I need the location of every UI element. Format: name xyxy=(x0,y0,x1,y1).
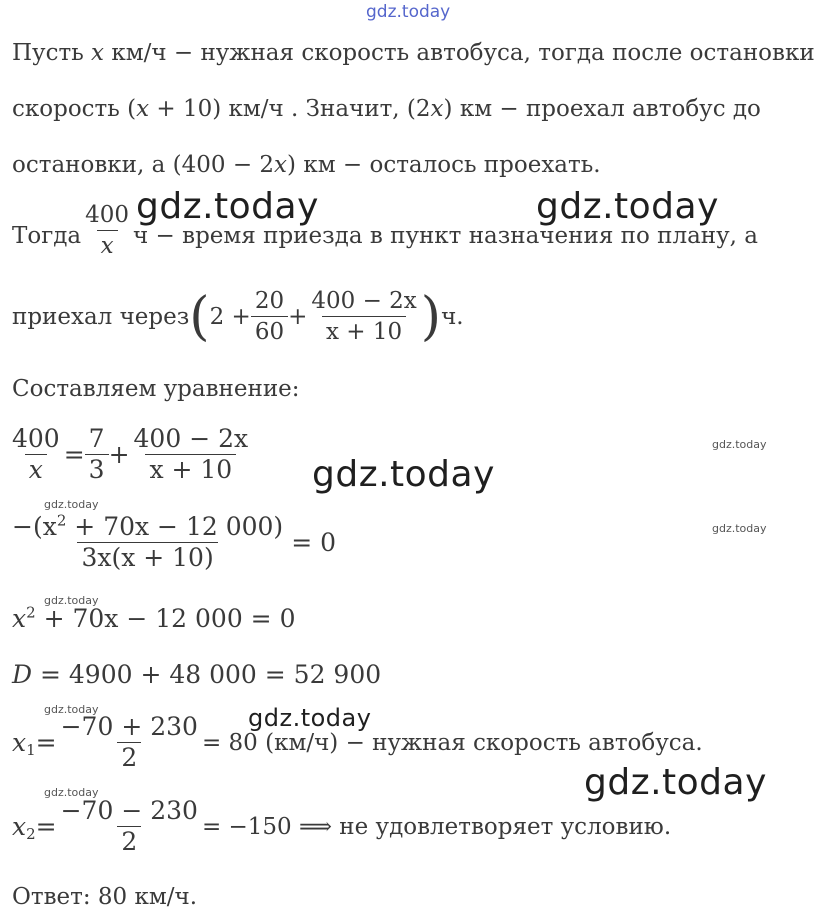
equals-sign: = xyxy=(35,727,57,757)
fraction-numerator: 7 xyxy=(88,424,105,453)
watermark-top: gdz.today xyxy=(366,2,451,22)
fraction-denominator: 2 xyxy=(117,826,141,857)
fraction-denominator: 3 xyxy=(85,454,109,485)
text-segment: ) км − проехал автобус до xyxy=(443,96,761,122)
plus-sign: + xyxy=(288,303,308,330)
fraction-remaining-time xyxy=(307,286,420,347)
text-segment: ч − время приезда в пункт назначения по плану, а xyxy=(133,222,758,249)
text-segment: остановки, а (400 − 2 xyxy=(12,152,275,178)
fraction-root-2 xyxy=(57,796,202,857)
equals-sign: = xyxy=(35,811,57,841)
watermark-large: gdz.today xyxy=(136,186,319,227)
text-line-3 xyxy=(12,150,601,180)
subscript: 1 xyxy=(26,740,36,759)
text-segment: Пусть xyxy=(12,40,92,66)
equals-sign: = xyxy=(63,439,85,469)
text-segment: Тогда xyxy=(12,222,82,249)
text-segment: + 70x − 12 000) xyxy=(66,512,284,541)
variable-x: x xyxy=(12,727,27,757)
variable-d: D xyxy=(12,660,33,689)
equation-discriminant xyxy=(12,660,381,690)
text-segment: = −150 ⟹ не удовлетворяет условию. xyxy=(201,813,672,840)
fraction-quadratic xyxy=(8,512,287,573)
fraction-20-over-60 xyxy=(251,286,288,347)
equation-3 xyxy=(12,604,295,634)
text-segment: + 70x − 12 000 = 0 xyxy=(35,604,296,633)
watermark-small: gdz.today xyxy=(712,438,767,451)
fraction-numerator: −70 − 230 xyxy=(60,796,198,825)
watermark-small: gdz.today xyxy=(44,703,99,716)
variable-x: x xyxy=(430,96,444,122)
fraction-400-over-x xyxy=(8,424,64,485)
variable-x: x xyxy=(136,96,150,122)
text-segment: = 4900 + 48 000 = 52 900 xyxy=(32,660,382,689)
watermark-small: gdz.today xyxy=(44,594,99,607)
equation-2 xyxy=(8,512,336,573)
watermark-small: gdz.today xyxy=(44,786,99,799)
variable-x: x xyxy=(12,811,27,841)
fraction-numerator: −70 + 230 xyxy=(60,712,198,741)
fraction-denominator: 3x(x + 10) xyxy=(77,542,217,573)
text-line-1 xyxy=(12,38,815,68)
text-segment: приехал через xyxy=(12,303,190,330)
fraction-denominator: x xyxy=(97,230,118,261)
right-paren: ) xyxy=(420,286,442,347)
fraction-numerator: 20 xyxy=(254,288,285,314)
fraction-numerator xyxy=(8,512,287,542)
variable-x: x xyxy=(12,604,27,633)
fraction-root-1 xyxy=(57,712,202,773)
fraction-denominator: 2 xyxy=(117,742,141,773)
watermark-large: gdz.today xyxy=(584,762,767,803)
text-segment: скорость ( xyxy=(12,96,137,122)
watermark-medium: gdz.today xyxy=(248,704,372,732)
fraction-remaining-time xyxy=(130,424,253,485)
fraction-numerator: 400 − 2x xyxy=(133,424,249,453)
exponent: 2 xyxy=(56,511,67,530)
fraction-denominator: x + 10 xyxy=(145,454,236,485)
fraction-denominator: x xyxy=(25,454,47,485)
plus-sign: + xyxy=(108,439,130,469)
exponent: 2 xyxy=(26,603,36,622)
fraction-numerator: 400 − 2x xyxy=(311,288,417,314)
watermark-large: gdz.today xyxy=(312,454,495,495)
left-paren: ( xyxy=(189,286,210,347)
text-segment: + 10) км/ч . Значит, (2 xyxy=(149,96,431,122)
text-line-2 xyxy=(12,94,761,124)
fraction-denominator: 60 xyxy=(251,316,288,347)
watermark-large: gdz.today xyxy=(536,186,719,227)
text-line-5 xyxy=(12,286,464,347)
equation-root-2 xyxy=(12,796,671,857)
text-segment: −(x xyxy=(12,512,57,541)
text-line-6: Составляем уравнение: xyxy=(12,376,300,402)
fraction-numerator: 400 xyxy=(12,424,60,453)
variable-x: x xyxy=(274,152,288,178)
text-segment: ) км − осталось проехать. xyxy=(287,152,601,178)
text-segment: = 80 (км/ч) − нужная скорость автобуса. xyxy=(201,729,703,756)
equals-zero: = 0 xyxy=(291,527,336,557)
fraction-400-over-x xyxy=(81,200,133,261)
variable-x: x xyxy=(91,40,105,66)
watermark-small: gdz.today xyxy=(712,522,767,535)
text-segment: км/ч − нужная скорость автобуса, тогда после остановки xyxy=(104,40,815,66)
fraction-numerator: 400 xyxy=(85,202,130,228)
text-segment: 2 + xyxy=(209,303,251,330)
watermark-small: gdz.today xyxy=(44,498,99,511)
answer-line: Ответ: 80 км/ч. xyxy=(12,884,198,910)
equation-1 xyxy=(8,424,252,485)
text-segment: ч. xyxy=(441,303,464,330)
subscript: 2 xyxy=(26,824,36,843)
fraction-7-over-3 xyxy=(85,424,109,485)
fraction-denominator: x + 10 xyxy=(322,316,406,347)
